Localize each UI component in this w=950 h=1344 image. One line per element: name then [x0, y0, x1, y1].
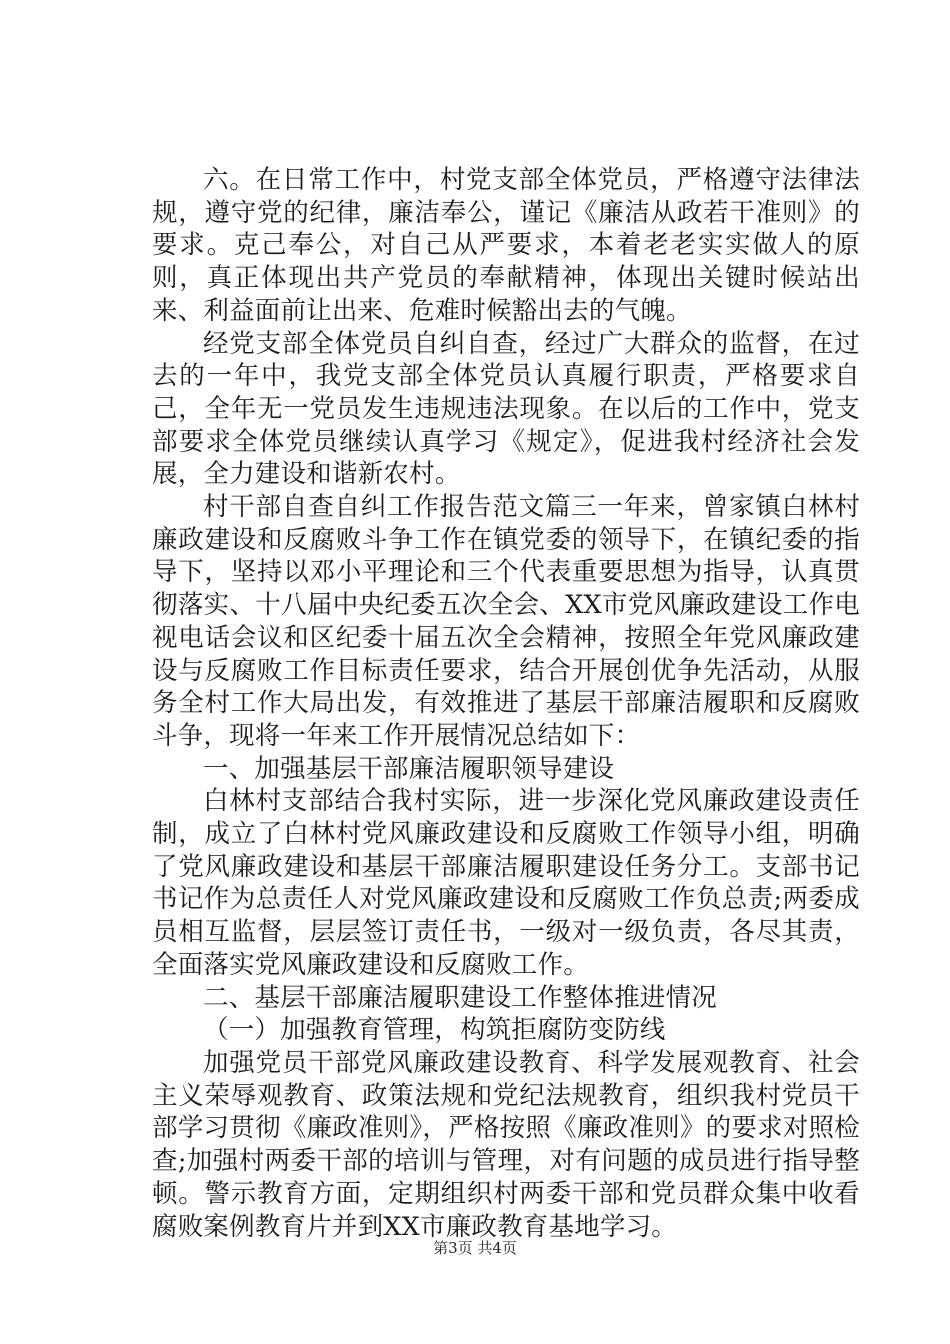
section-heading-one: 一、加强基层干部廉洁履职领导建设 [203, 753, 615, 784]
section-heading-two: 二、基层干部廉洁履职建设工作整体推进情况 [203, 982, 718, 1013]
paragraph-report-intro: 村干部自查自纠工作报告范文篇三一年来，曾家镇白林村廉政建设和反腐败斗争工作在镇党委的领导下，在镇纪委的指导下，坚持以邓小平理论和三个代表重要思想为指导，认真贯彻落实、十八届中央纪委五次全会、XX市党风廉政建设工作电视电话会议和区纪委十届五次全会精神，按照全年党风廉政建设与反腐败工作目标责任要求，结合开展创优争先活动，从服务全村工作大局出发，有效推进了基层干部廉洁履职和反腐败斗争，现将一年来工作开展情况总结如下： [152, 492, 860, 751]
document-body [152, 164, 860, 1243]
paragraph-education-management: 加强党员干部党风廉政建设教育、科学发展观教育、社会主义荣辱观教育、政策法规和党纪法规教育，组织我村党员干部学习贯彻《廉政准则》，严格按照《廉政准则》的要求对照检查;加强村两委干部的培训与管理，对有问题的成员进行指导整顿。警示教育方面，定期组织村两委干部和党员群众集中收看腐败案例教育片并到XX市廉政教育基地学习。 [152, 1047, 860, 1242]
page-number-footer: 第3页 共4页 [433, 1239, 517, 1257]
paragraph-leadership-group: 白林村支部结合我村实际，进一步深化党风廉政建设责任制，成立了白林村党风廉政建设和反腐败工作领导小组，明确了党风廉政建设和基层干部廉洁履职建设任务分工。支部书记书记作为总责任人对党风廉政建设和反腐败工作负总责;两委成员相互监督，层层签订责任书，一级对一级负责，各尽其责，全面落实党风廉政建设和反腐败工作。 [152, 786, 860, 980]
paragraph-six-discipline: 六。在日常工作中，村党支部全体党员，严格遵守法律法规，遵守党的纪律，廉洁奉公，谨记《廉洁从政若干准则》的要求。克己奉公，对自己从严要求，本着老老实实做人的原则，真正体现出共产党员的奉献精神，体现出关键时候站出来、利益面前让出来、危难时候豁出去的气魄。 [152, 165, 860, 326]
paragraph-self-inspection-result: 经党支部全体党员自纠自查，经过广大群众的监督，在过去的一年中，我党支部全体党员认真履行职责，严格要求自己，全年无一党员发生违规违法现象。在以后的工作中，党支部要求全体党员继续认真学习《规定》，促进我村经济社会发展，全力建设和谐新农村。 [152, 328, 860, 490]
subsection-heading-one: （一）加强教育管理，构筑拒腐防变防线 [203, 1015, 666, 1046]
